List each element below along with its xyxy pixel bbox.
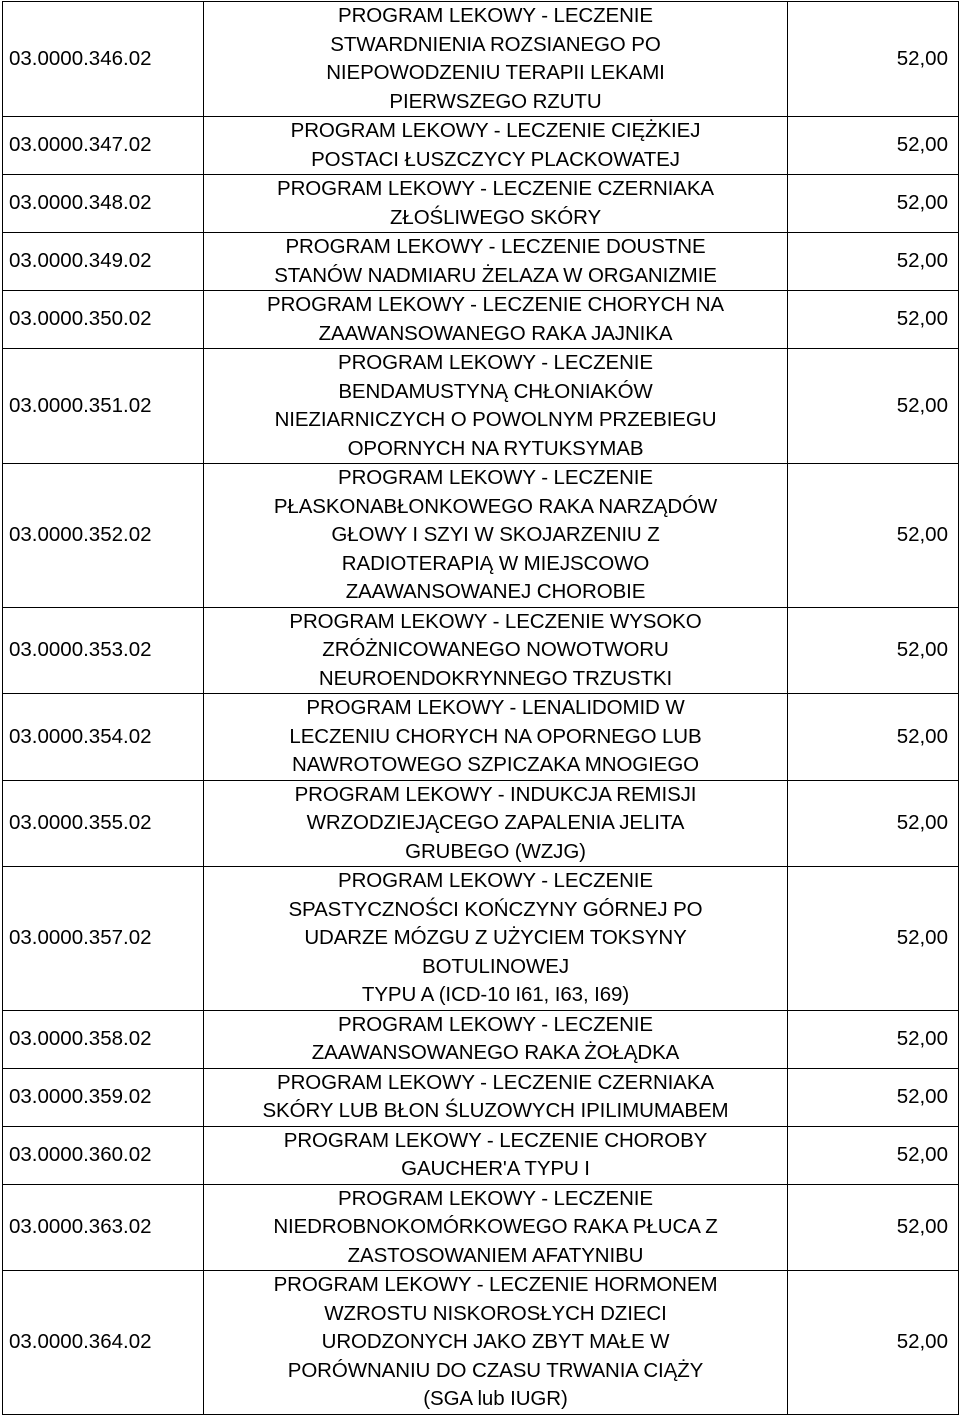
row-code: 03.0000.357.02 xyxy=(3,867,204,1011)
table-row xyxy=(3,1068,959,1126)
row-code: 03.0000.350.02 xyxy=(3,291,204,349)
row-code: 03.0000.364.02 xyxy=(3,1271,204,1415)
row-value: 52,00 xyxy=(788,2,959,117)
table-body xyxy=(3,2,959,1415)
row-value: 52,00 xyxy=(788,867,959,1011)
table-row xyxy=(3,2,959,117)
table-row xyxy=(3,694,959,781)
row-program-name: PROGRAM LEKOWY - LECZENIE ZAAWANSOWANEGO RAKA ŻOŁĄDKA xyxy=(204,1010,788,1068)
row-program-name: PROGRAM LEKOWY - LECZENIE DOUSTNE STANÓW NADMIARU ŻELAZA W ORGANIZMIE xyxy=(204,233,788,291)
table-row xyxy=(3,1126,959,1184)
table-row xyxy=(3,607,959,694)
row-code: 03.0000.358.02 xyxy=(3,1010,204,1068)
row-value: 52,00 xyxy=(788,1184,959,1271)
row-program-name: PROGRAM LEKOWY - LECZENIE PŁASKONABŁONKOWEGO RAKA NARZĄDÓW GŁOWY I SZYI W SKOJARZENIU Z RADIOTERAPIĄ W MIEJSCOWO ZAAWANSOWANEJ CHOROBIE xyxy=(204,464,788,608)
row-program-name: PROGRAM LEKOWY - LECZENIE SPASTYCZNOŚCI KOŃCZYNY GÓRNEJ PO UDARZE MÓZGU Z UŻYCIEM TOKSYNY BOTULINOWEJ TYPU A (ICD-10 I61, I63, I69) xyxy=(204,867,788,1011)
row-value: 52,00 xyxy=(788,349,959,464)
row-program-name: PROGRAM LEKOWY - LECZENIE CHOROBY GAUCHER'A TYPU I xyxy=(204,1126,788,1184)
table-row xyxy=(3,464,959,608)
row-value: 52,00 xyxy=(788,1271,959,1415)
row-program-name: PROGRAM LEKOWY - LECZENIE WYSOKO ZRÓŻNICOWANEGO NOWOTWORU NEUROENDOKRYNNEGO TRZUSTKI xyxy=(204,607,788,694)
row-code: 03.0000.359.02 xyxy=(3,1068,204,1126)
row-program-name: PROGRAM LEKOWY - INDUKCJA REMISJI WRZODZIEJĄCEGO ZAPALENIA JELITA GRUBEGO (WZJG) xyxy=(204,780,788,867)
table-row xyxy=(3,349,959,464)
table-row xyxy=(3,867,959,1011)
table-row xyxy=(3,233,959,291)
row-program-name: PROGRAM LEKOWY - LECZENIE BENDAMUSTYNĄ CHŁONIAKÓW NIEZIARNICZYCH O POWOLNYM PRZEBIEGU OPORNYCH NA RYTUKSYMAB xyxy=(204,349,788,464)
table-row xyxy=(3,1010,959,1068)
row-value: 52,00 xyxy=(788,117,959,175)
row-program-name: PROGRAM LEKOWY - LECZENIE CHORYCH NA ZAAWANSOWANEGO RAKA JAJNIKA xyxy=(204,291,788,349)
row-program-name: PROGRAM LEKOWY - LECZENIE CIĘŻKIEJ POSTACI ŁUSZCZYCY PLACKOWATEJ xyxy=(204,117,788,175)
row-value: 52,00 xyxy=(788,607,959,694)
row-program-name: PROGRAM LEKOWY - LECZENIE HORMONEM WZROSTU NISKOROSŁYCH DZIECI URODZONYCH JAKO ZBYT MAŁE W PORÓWNANIU DO CZASU TRWANIA CIĄŻY (SGA lub IUGR) xyxy=(204,1271,788,1415)
row-code: 03.0000.346.02 xyxy=(3,2,204,117)
row-value: 52,00 xyxy=(788,291,959,349)
row-code: 03.0000.353.02 xyxy=(3,607,204,694)
row-code: 03.0000.354.02 xyxy=(3,694,204,781)
row-value: 52,00 xyxy=(788,464,959,608)
row-code: 03.0000.349.02 xyxy=(3,233,204,291)
row-program-name: PROGRAM LEKOWY - LECZENIE CZERNIAKA SKÓRY LUB BŁON ŚLUZOWYCH IPILIMUMABEM xyxy=(204,1068,788,1126)
row-code: 03.0000.348.02 xyxy=(3,175,204,233)
row-value: 52,00 xyxy=(788,1126,959,1184)
row-value: 52,00 xyxy=(788,694,959,781)
row-value: 52,00 xyxy=(788,175,959,233)
row-program-name: PROGRAM LEKOWY - LECZENIE STWARDNIENIA ROZSIANEGO PO NIEPOWODZENIU TERAPII LEKAMI PIERWSZEGO RZUTU xyxy=(204,2,788,117)
table-row xyxy=(3,291,959,349)
table-row xyxy=(3,1271,959,1415)
row-code: 03.0000.351.02 xyxy=(3,349,204,464)
row-value: 52,00 xyxy=(788,1068,959,1126)
row-code: 03.0000.355.02 xyxy=(3,780,204,867)
table-row xyxy=(3,175,959,233)
row-program-name: PROGRAM LEKOWY - LECZENIE CZERNIAKA ZŁOŚLIWEGO SKÓRY xyxy=(204,175,788,233)
row-code: 03.0000.352.02 xyxy=(3,464,204,608)
row-code: 03.0000.347.02 xyxy=(3,117,204,175)
table-row xyxy=(3,117,959,175)
row-value: 52,00 xyxy=(788,233,959,291)
row-value: 52,00 xyxy=(788,1010,959,1068)
row-program-name: PROGRAM LEKOWY - LECZENIE NIEDROBNOKOMÓRKOWEGO RAKA PŁUCA Z ZASTOSOWANIEM AFATYNIBU xyxy=(204,1184,788,1271)
row-code: 03.0000.363.02 xyxy=(3,1184,204,1271)
row-code: 03.0000.360.02 xyxy=(3,1126,204,1184)
row-program-name: PROGRAM LEKOWY - LENALIDOMID W LECZENIU CHORYCH NA OPORNEGO LUB NAWROTOWEGO SZPICZAKA MNOGIEGO xyxy=(204,694,788,781)
table-row xyxy=(3,780,959,867)
row-value: 52,00 xyxy=(788,780,959,867)
drug-program-table xyxy=(2,1,959,1415)
table-row xyxy=(3,1184,959,1271)
